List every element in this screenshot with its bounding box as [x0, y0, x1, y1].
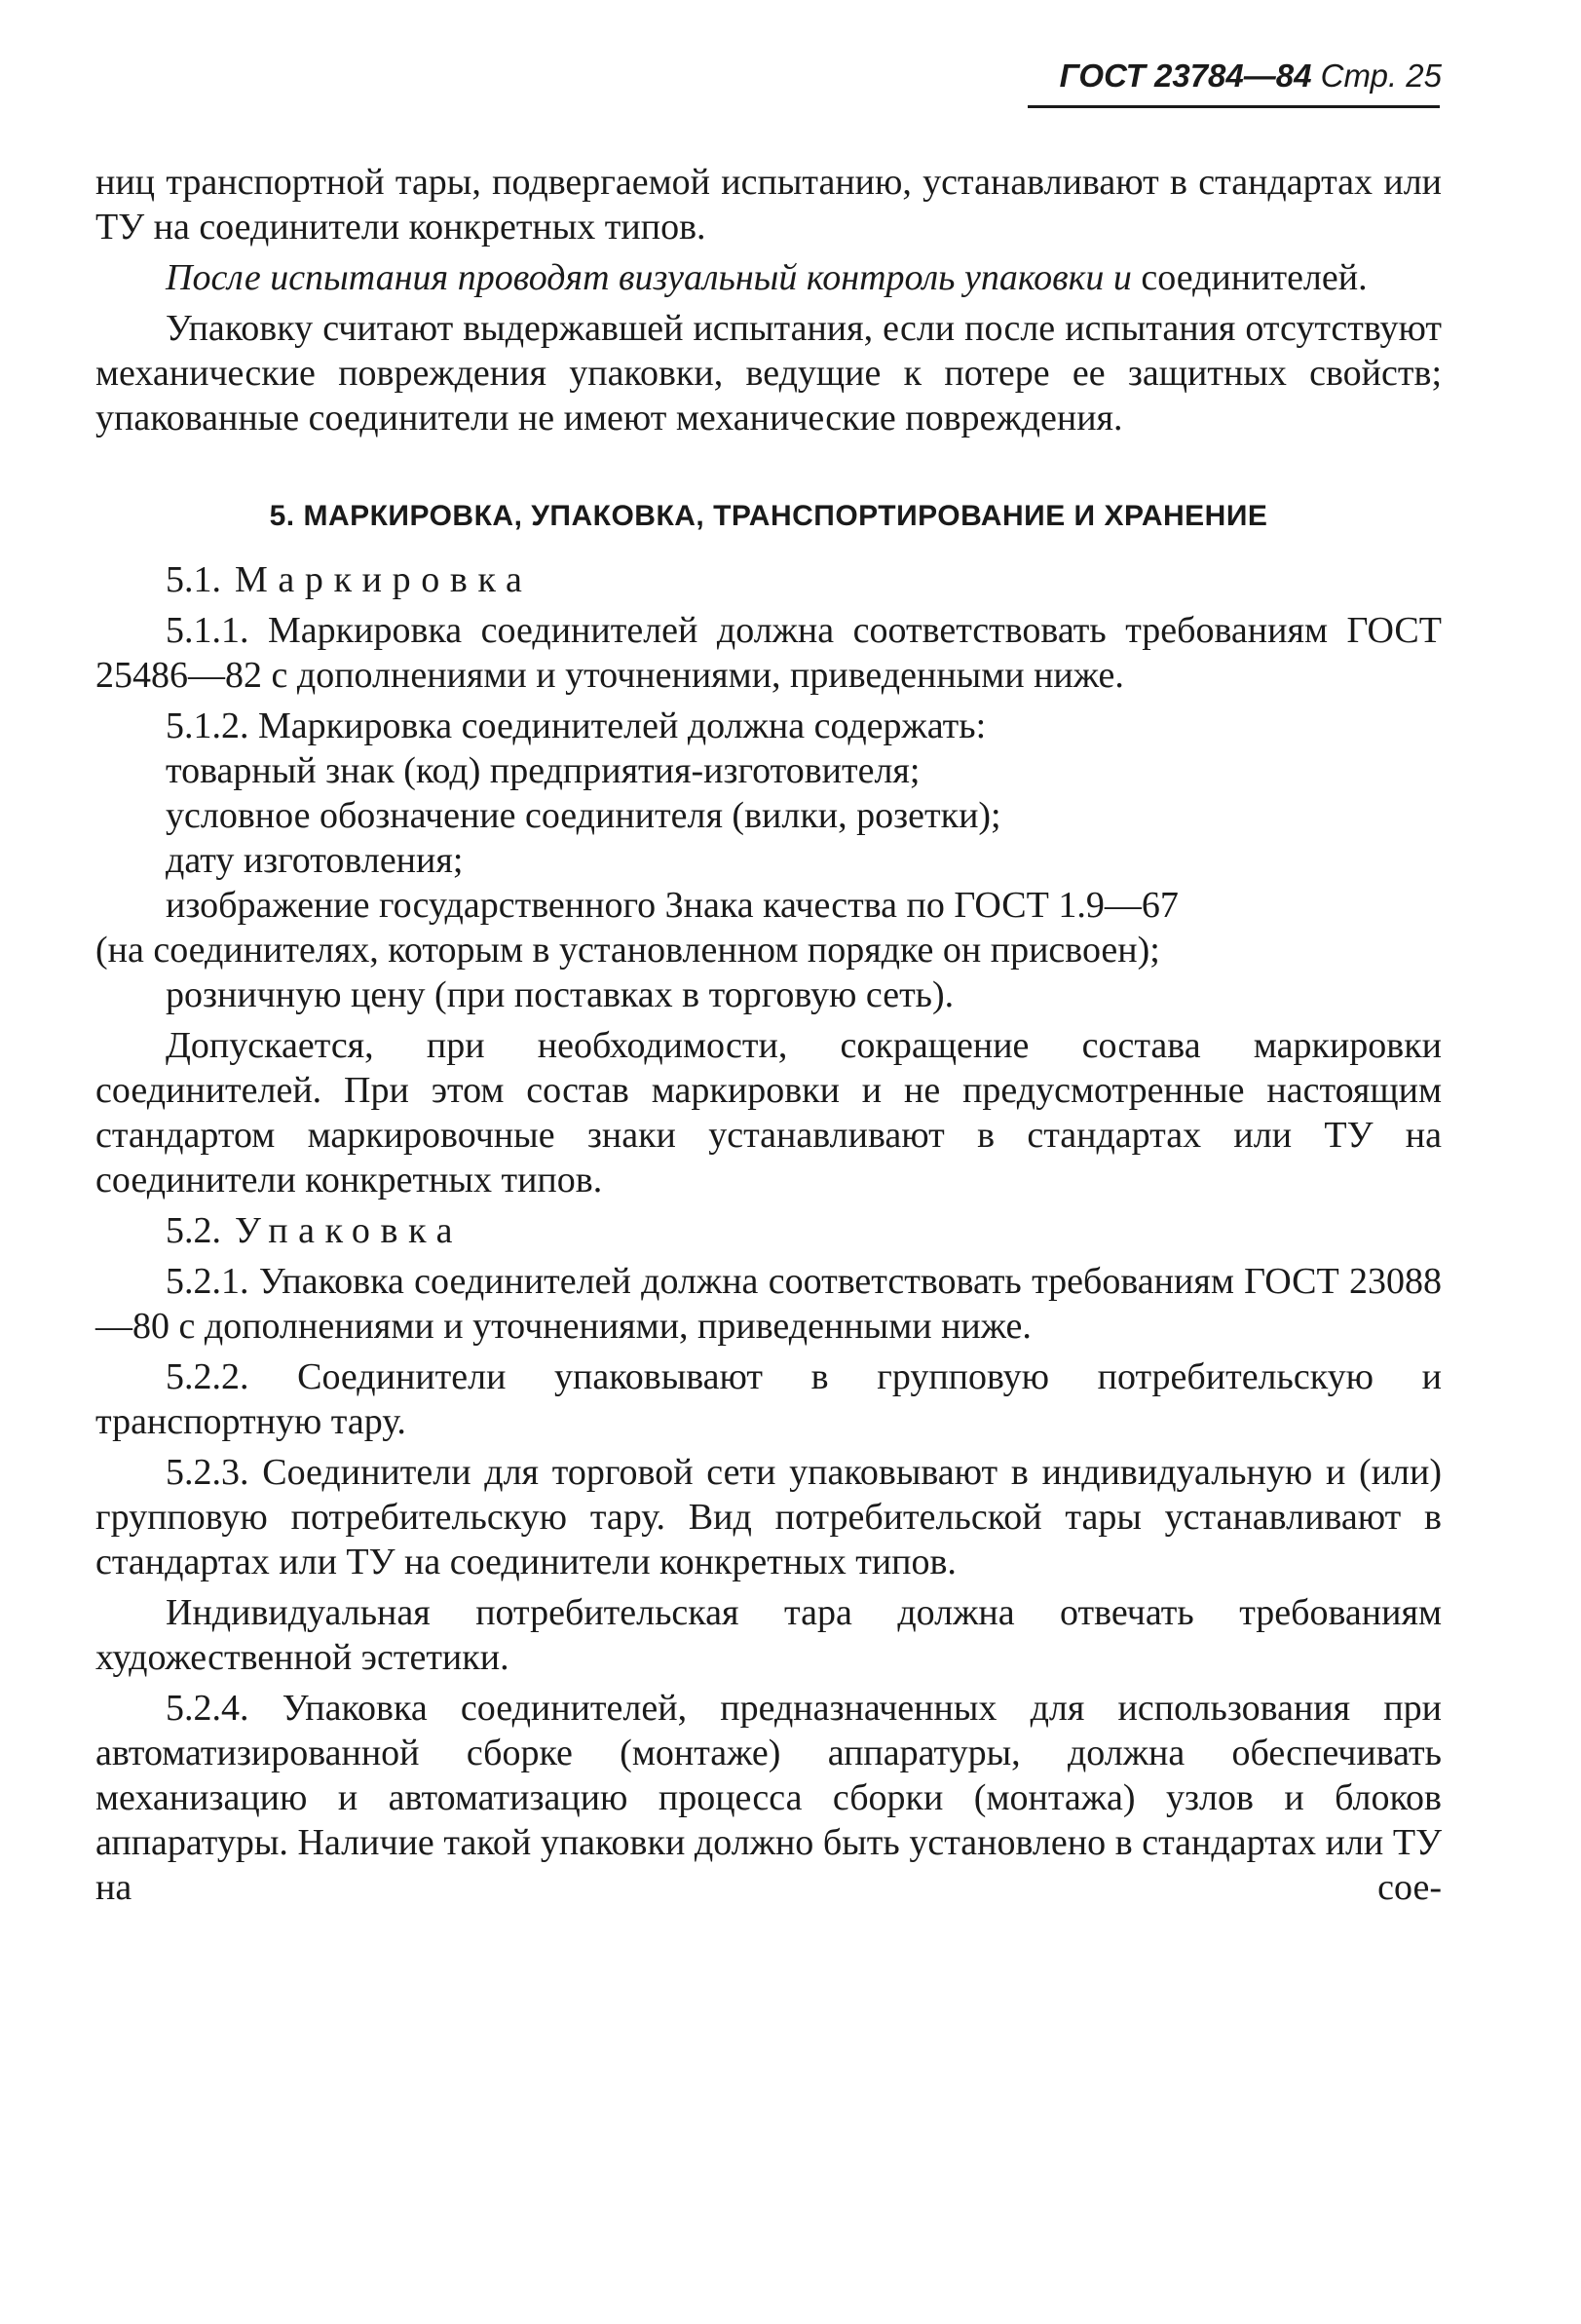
page-number: Стр. 25 — [1320, 57, 1442, 94]
clause-5-2-3: 5.2.3. Соединители для торговой сети упаковывают в индивидуальную и (или) групповую потребительскую тару. Вид потребительской тары устанавливают в стандартах или ТУ на соединители конкретных типов. — [95, 1452, 1442, 1582]
intro-paragraph-continuation: ниц транспортной тары, подвергаемой испытанию, устанавливают в стандартах или ТУ на соединители конкретных типов. — [95, 162, 1442, 248]
clause-5-1-2: 5.1.2. Маркировка соединителей должна содержать: — [166, 705, 987, 746]
marking-list-item: условное обозначение соединителя (вилки, розетки); — [166, 795, 1001, 836]
inspection-italic-text: После испытания проводят визуальный контроль упаковки и — [166, 257, 1132, 298]
section-heading: 5. МАРКИРОВКА, УПАКОВКА, ТРАНСПОРТИРОВАНИЕ И ХРАНЕНИЕ — [269, 500, 1268, 532]
clause-5-2-1: 5.2.1. Упаковка соединителей должна соответствовать требованиям ГОСТ 23088—80 с дополнениями и уточнениями, приведенными ниже. — [95, 1261, 1442, 1347]
subsection-number: 5.2. — [166, 1210, 221, 1251]
inspection-rest-text: соединителей. — [1141, 257, 1368, 298]
clause-5-2-4: 5.2.4. Упаковка соединителей, предназначенных для использования при автоматизированной сборке (монтаже) аппаратуры, должна обеспечивать механизацию и автоматизацию процесса сборки (монтажа) узлов и блоков аппаратуры. Наличие такой упаковки должно быть установлено в стандартах или ТУ на сое- — [95, 1688, 1442, 1908]
standard-number: ГОСТ 23784—84 — [1059, 57, 1312, 94]
marking-list-item: изображение государственного Знака качества по ГОСТ 1.9—67 — [166, 885, 1179, 926]
clause-5-2-2: 5.2.2. Соединители упаковывают в групповую потребительскую и транспортную тару. — [95, 1356, 1442, 1442]
marking-allowance-paragraph: Допускается, при необходимости, сокращение состава маркировки соединителей. При этом состав маркировки и не предусмотренные настоящим стандартом маркировочные знаки устанавливают в стандартах или ТУ на соединители конкретных типов. — [95, 1025, 1442, 1200]
subsection-title: Упаковка — [235, 1210, 464, 1251]
intro-paragraph-acceptance: Упаковку считают выдержавшей испытания, если после испытания отсутствуют механические повреждения упаковки, ведущие к потере ее защитных свойств; упакованные соединители не имеют механические повреждения. — [95, 308, 1442, 438]
running-header — [1033, 57, 1442, 95]
marking-list-item: товарный знак (код) предприятия-изготовителя; — [166, 750, 921, 791]
subsection-number: 5.1. — [166, 559, 221, 600]
individual-packaging-paragraph: Индивидуальная потребительская тара должна отвечать требованиям художественной эстетики. — [95, 1592, 1442, 1678]
marking-list-item-continuation: (на соединителях, которым в установленном порядке он присвоен); — [95, 930, 1160, 971]
marking-list-item: дату изготовления; — [166, 840, 464, 881]
subsection-packaging-title — [95, 1208, 1442, 1253]
body-text — [95, 160, 1442, 1916]
intro-paragraph-inspection — [95, 255, 1442, 300]
clause-5-1-1: 5.1.1. Маркировка соединителей должна соответствовать требованиям ГОСТ 25486—82 с дополнениями и уточнениями, приведенными ниже. — [95, 610, 1442, 696]
marking-list-item: розничную цену (при поставках в торговую сеть). — [166, 974, 955, 1015]
subsection-title: Маркировка — [235, 559, 533, 600]
header-rule — [1028, 105, 1440, 108]
subsection-marking-title — [95, 557, 1442, 602]
